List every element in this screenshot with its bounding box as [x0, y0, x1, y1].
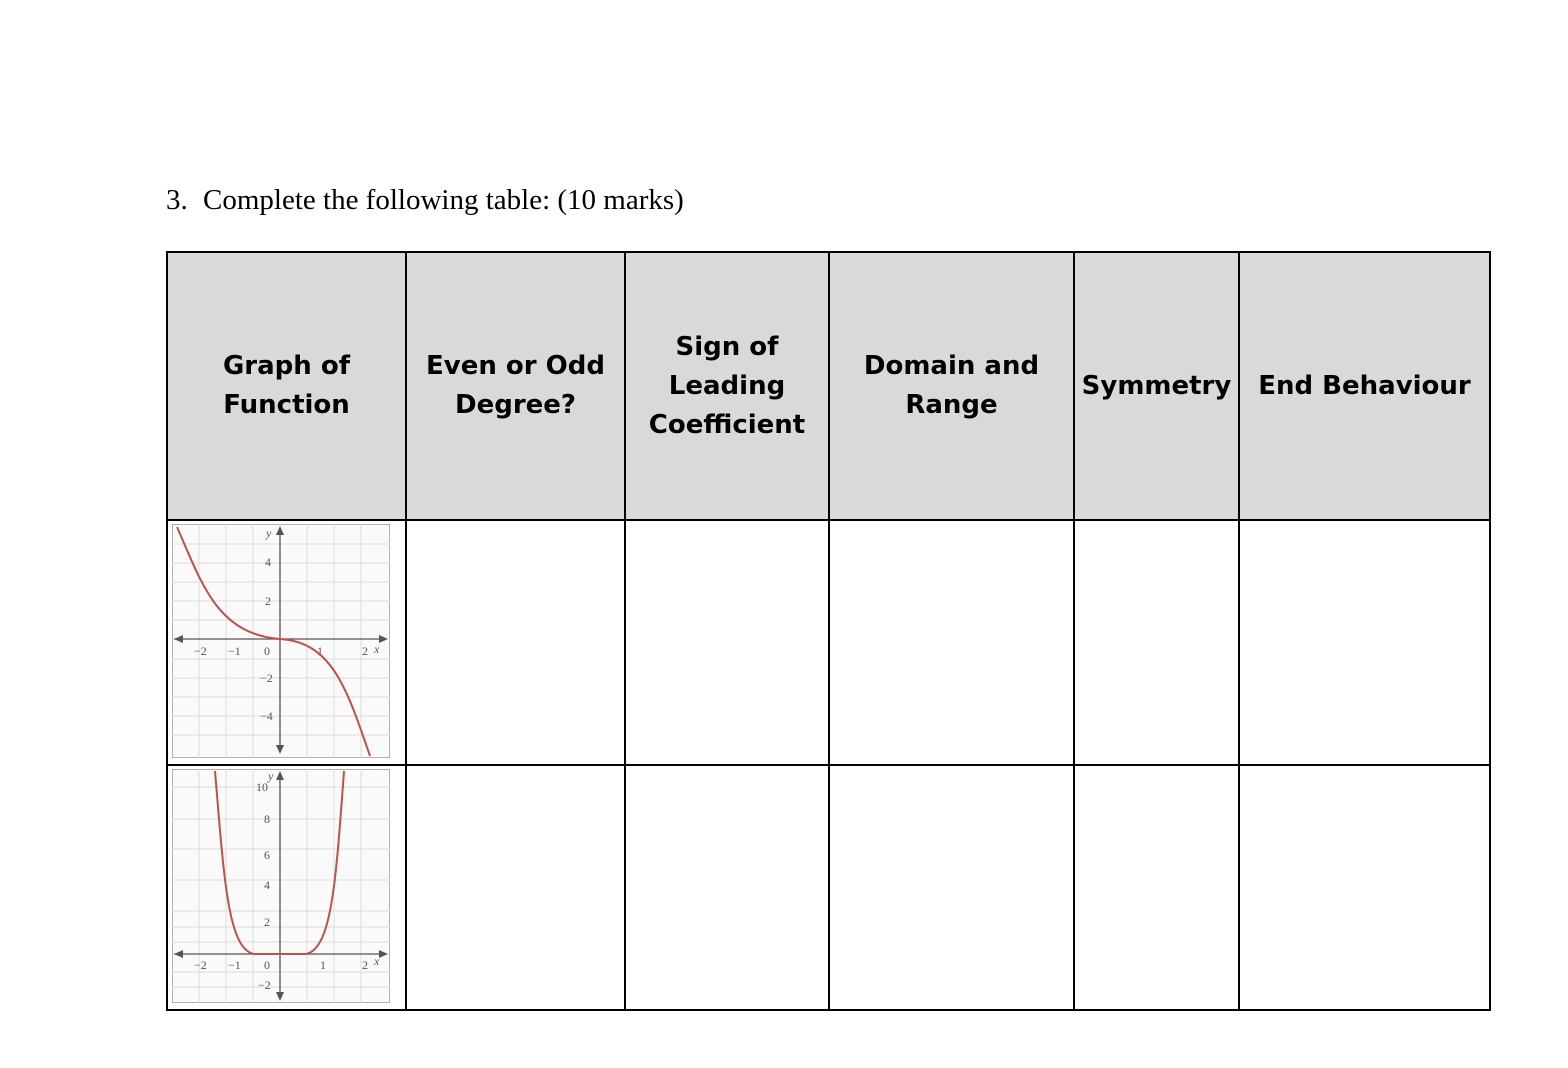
x-tick-label: −1: [228, 958, 241, 972]
question-number: 3.: [166, 184, 188, 216]
answer-cell-end-behaviour[interactable]: [1239, 520, 1490, 765]
table-row: [167, 520, 1490, 765]
question-prompt: [166, 184, 684, 217]
quartic-graph: [172, 769, 390, 1003]
y-tick-label: −2: [260, 671, 273, 685]
header-domain-and-range: [829, 252, 1074, 520]
answer-cell-symmetry[interactable]: [1074, 520, 1239, 765]
answer-cell-even-or-odd[interactable]: [406, 520, 625, 765]
x-tick-label: 1: [317, 644, 323, 658]
answer-cell-symmetry[interactable]: [1074, 765, 1239, 1010]
graph-cell: [167, 765, 406, 1010]
answer-cell-domain-range[interactable]: [829, 520, 1074, 765]
header-label: End Behaviour: [1258, 370, 1471, 401]
y-tick-label: −2: [258, 978, 271, 992]
x-tick-label: 0: [264, 958, 270, 972]
question-text: Complete the following table: (10 marks): [203, 184, 684, 216]
worksheet-table: [166, 251, 1491, 1011]
answer-cell-end-behaviour[interactable]: [1239, 765, 1490, 1010]
y-tick-label: 2: [264, 915, 270, 929]
x-axis-label: x: [374, 954, 380, 968]
y-tick-label: 4: [265, 555, 271, 569]
y-tick-label: 8: [264, 812, 270, 826]
y-axis-label: y: [266, 526, 272, 540]
y-tick-label: 2: [265, 594, 271, 608]
x-axis-label: x: [374, 642, 380, 656]
answer-cell-even-or-odd[interactable]: [406, 765, 625, 1010]
y-axis-label: y: [268, 769, 274, 783]
x-tick-label: −1: [228, 644, 241, 658]
table-row: [167, 765, 1490, 1010]
header-label: Domain and Range: [863, 351, 1040, 420]
answer-cell-domain-range[interactable]: [829, 765, 1074, 1010]
x-tick-label: 0: [264, 644, 270, 658]
y-tick-label: 10: [256, 780, 268, 794]
header-symmetry: [1074, 252, 1239, 520]
cubic-graph: [172, 524, 390, 758]
header-sign-of-leading-coefficient: [625, 252, 829, 520]
header-even-or-odd-degree: [406, 252, 625, 520]
answer-cell-leading-coefficient[interactable]: [625, 765, 829, 1010]
header-label: Symmetry: [1081, 370, 1232, 401]
header-label: Graph of Function: [222, 351, 351, 420]
answer-cell-leading-coefficient[interactable]: [625, 520, 829, 765]
x-tick-label: 2: [362, 644, 368, 658]
y-tick-label: −4: [260, 709, 273, 723]
header-label: Sign of Leading Coefficient: [648, 331, 806, 440]
header-end-behaviour: [1239, 252, 1490, 520]
x-tick-label: −2: [194, 958, 207, 972]
graph-cell: [167, 520, 406, 765]
header-row: [167, 252, 1490, 520]
header-label: Even or Odd Degree?: [426, 351, 605, 420]
x-tick-label: −2: [194, 644, 207, 658]
x-tick-label: 1: [320, 958, 326, 972]
header-graph-of-function: [167, 252, 406, 520]
y-tick-label: 6: [264, 848, 270, 862]
x-tick-label: 2: [362, 958, 368, 972]
y-tick-label: 4: [264, 878, 270, 892]
